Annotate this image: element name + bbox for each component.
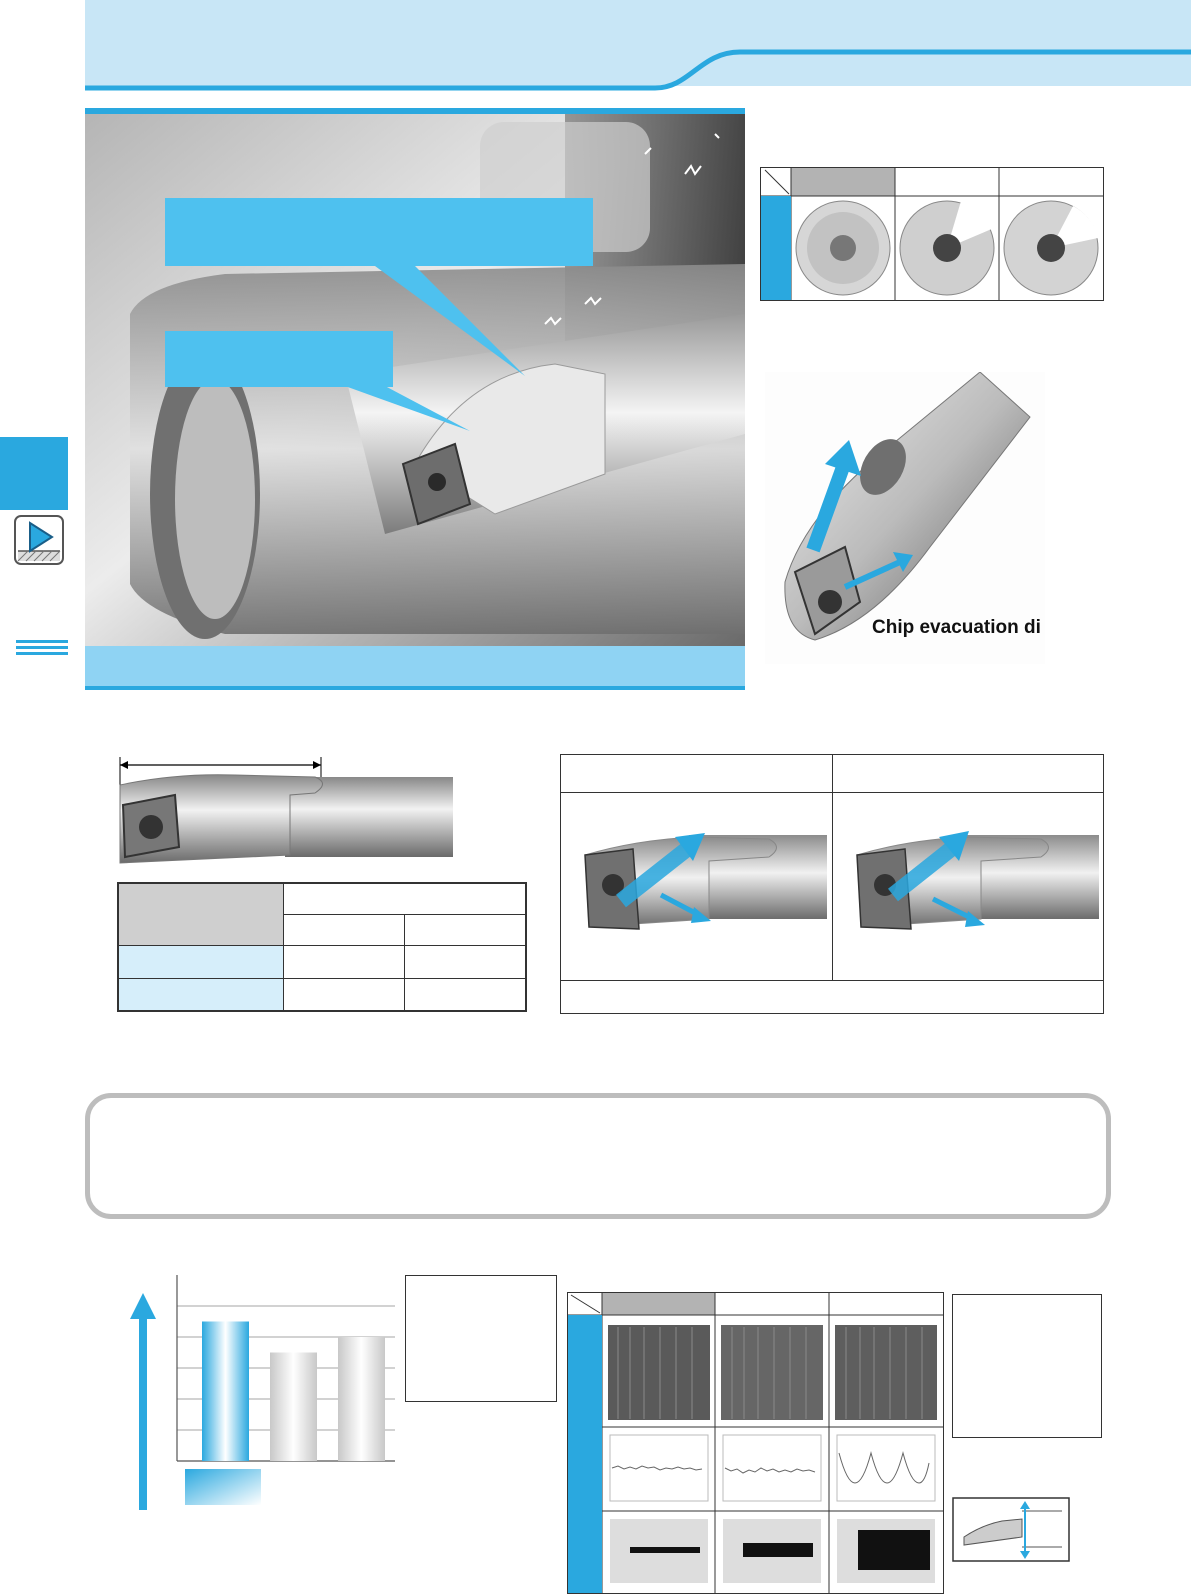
- length-table-row-label: [119, 946, 284, 978]
- length-table-group-header: [284, 884, 526, 915]
- header-curve-line: [0, 0, 1191, 100]
- chip-compare-table: [760, 167, 1104, 301]
- flow-compare-table: [560, 754, 1104, 1014]
- flow-diagram-left: [579, 815, 827, 965]
- flow-diagram-right: [851, 815, 1099, 965]
- tool-life-bar-chart: [130, 1275, 420, 1545]
- surface-photo-2: [721, 1325, 823, 1420]
- hero-caption-bar: [85, 646, 745, 686]
- chart-bar-3: [338, 1337, 385, 1461]
- vibration-trace-3: [858, 1530, 930, 1570]
- callout-pointers: [165, 198, 565, 438]
- flow-footer: [561, 981, 1103, 1012]
- vibration-trace-2: [743, 1543, 813, 1557]
- length-table-subheader-2: [405, 915, 526, 946]
- chart-note-box: [405, 1275, 557, 1402]
- boring-bar-length-diagram: [115, 755, 460, 875]
- surface-table: [567, 1292, 944, 1594]
- surface-photo-1: [608, 1325, 710, 1420]
- flow-header-left: [561, 755, 833, 793]
- turning-tool-icon: [14, 515, 64, 565]
- chip-sample-1: [796, 201, 890, 295]
- length-table-cell: [405, 946, 526, 978]
- surface-note-box: [952, 1294, 1102, 1438]
- length-table-cell: [405, 978, 526, 1010]
- flow-divider: [832, 792, 833, 980]
- surface-table-grid: [568, 1293, 943, 1593]
- flow-header-right: [832, 755, 1103, 793]
- length-table-cell: [284, 978, 405, 1010]
- length-table: [117, 882, 527, 1012]
- chart-bar-1: [202, 1322, 249, 1462]
- chip-evacuation-image: [765, 372, 1045, 664]
- chip-compare-grid: [761, 168, 1103, 300]
- length-table-subheader-1: [284, 915, 405, 946]
- length-table-cell: [284, 946, 405, 978]
- chip-evacuation-label: Chip evacuation di: [872, 617, 1041, 638]
- legend-swatch: [185, 1469, 261, 1505]
- roughness-profiles: [610, 1435, 935, 1501]
- chart-bar-2: [270, 1353, 317, 1462]
- length-table-corner: [119, 884, 284, 946]
- notice-box: [85, 1093, 1111, 1219]
- chip-sample-3: [1004, 201, 1098, 295]
- length-table-row-label: [119, 978, 284, 1010]
- chip-sample-2: [900, 201, 994, 295]
- section-side-tab[interactable]: [0, 437, 68, 510]
- measure-direction-diagram: [952, 1497, 1070, 1562]
- side-decor-lines: [16, 640, 68, 654]
- y-axis-up-arrow: [130, 1293, 156, 1510]
- vibration-trace-1: [630, 1547, 700, 1553]
